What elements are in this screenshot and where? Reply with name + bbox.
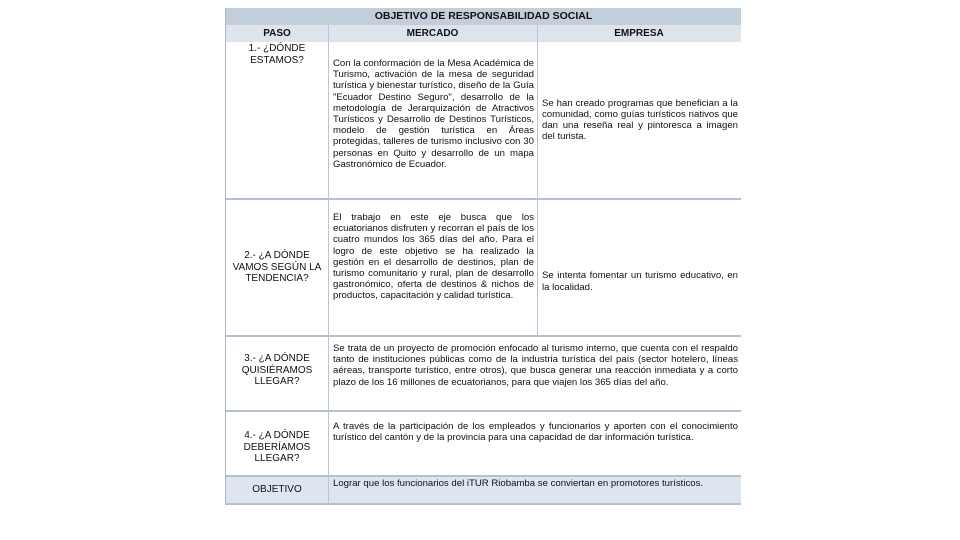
- row1-mercado: Con la conformación de la Mesa Académica de Turismo, activación de la mesa de seguridad turística y bienestar turístico, diseño de la Guía "Ecuador Destino Seguro", desarrollo de la metodología de Jerarquización de Atractivos Turísticos y Desarrollo de Destinos Turísticos, modelo de gestión turística en Áreas protegidas, talleres de turismo inclusivo con 30 personas en Quito y desarrollo de un mapa Gastronómico de Ecuador.: [333, 58, 534, 170]
- row1-empresa-text: Se han creado programas que benefician a la comunidad, como guías turísticos nativos que dan una reseña real y pintoresca a imagen del turista.: [542, 97, 738, 143]
- column-divider: [328, 25, 329, 505]
- row2-paso: [226, 200, 328, 335]
- row5-paso: [226, 477, 328, 503]
- header-empresa: EMPRESA: [537, 25, 741, 42]
- row3-paso: 3.- ¿A DÓNDE QUISIÉRAMOS LLEGAR?: [241, 353, 313, 387]
- row-divider: [226, 335, 741, 337]
- row4-texto: A través de la participación de los empleados y funcionarios y aporten con el conocimiento turístico del cantón y de la provincia para una capacidad de dar información turística.: [333, 421, 738, 444]
- row1-empresa: [537, 42, 741, 198]
- row4-paso: 4.- ¿A DÓNDE DEBERÍAMOS LLEGAR?: [243, 430, 311, 464]
- table-title: OBJETIVO DE RESPONSABILIDAD SOCIAL: [226, 8, 741, 25]
- row2-empresa: [537, 200, 741, 363]
- row2-mercado: El trabajo en este eje busca que los ecuatorianos disfruten y recorran el país de los cuatro mundos los 365 días del año. Para el logro de este objetivo se ha realizado la gestión en el desarrollo de destinos, plan de turismo comunitario y rural, plan de desarrollo gastronómico, oferta de destinos & nichos de productos, capacitación y calidad turística.: [333, 212, 534, 302]
- header-paso: PASO: [226, 25, 328, 42]
- social-responsibility-table: [225, 8, 741, 505]
- row1-paso: 1.- ¿DÓNDE ESTAMOS?: [248, 43, 306, 66]
- row3-texto: Se trata de un proyecto de promoción enfocado al turismo interno, que cuenta con el respaldo tanto de instituciones públicas como de la industria turística del país (sector hotelero, líneas aéreas, transporte turístico, entre otros), que busca generar una reacción inmediata y a corto plazo de los 16 millones de ecuatorianos, para que viajen los 365 días del año.: [333, 343, 738, 388]
- row5-texto: Lograr que los funcionarios del iTUR Riobamba se conviertan en promotores turísticos.: [333, 478, 704, 489]
- header-mercado: MERCADO: [328, 25, 537, 42]
- row5-paso-text: OBJETIVO: [252, 484, 302, 496]
- column-divider: [537, 25, 538, 335]
- row2-paso-text: 2.- ¿A DÓNDE VAMOS SEGÚN LA TENDENCIA?: [232, 250, 322, 285]
- row-divider: [226, 410, 741, 412]
- row2-empresa-text: Se intenta fomentar un turismo educativo, en la localidad.: [542, 270, 738, 293]
